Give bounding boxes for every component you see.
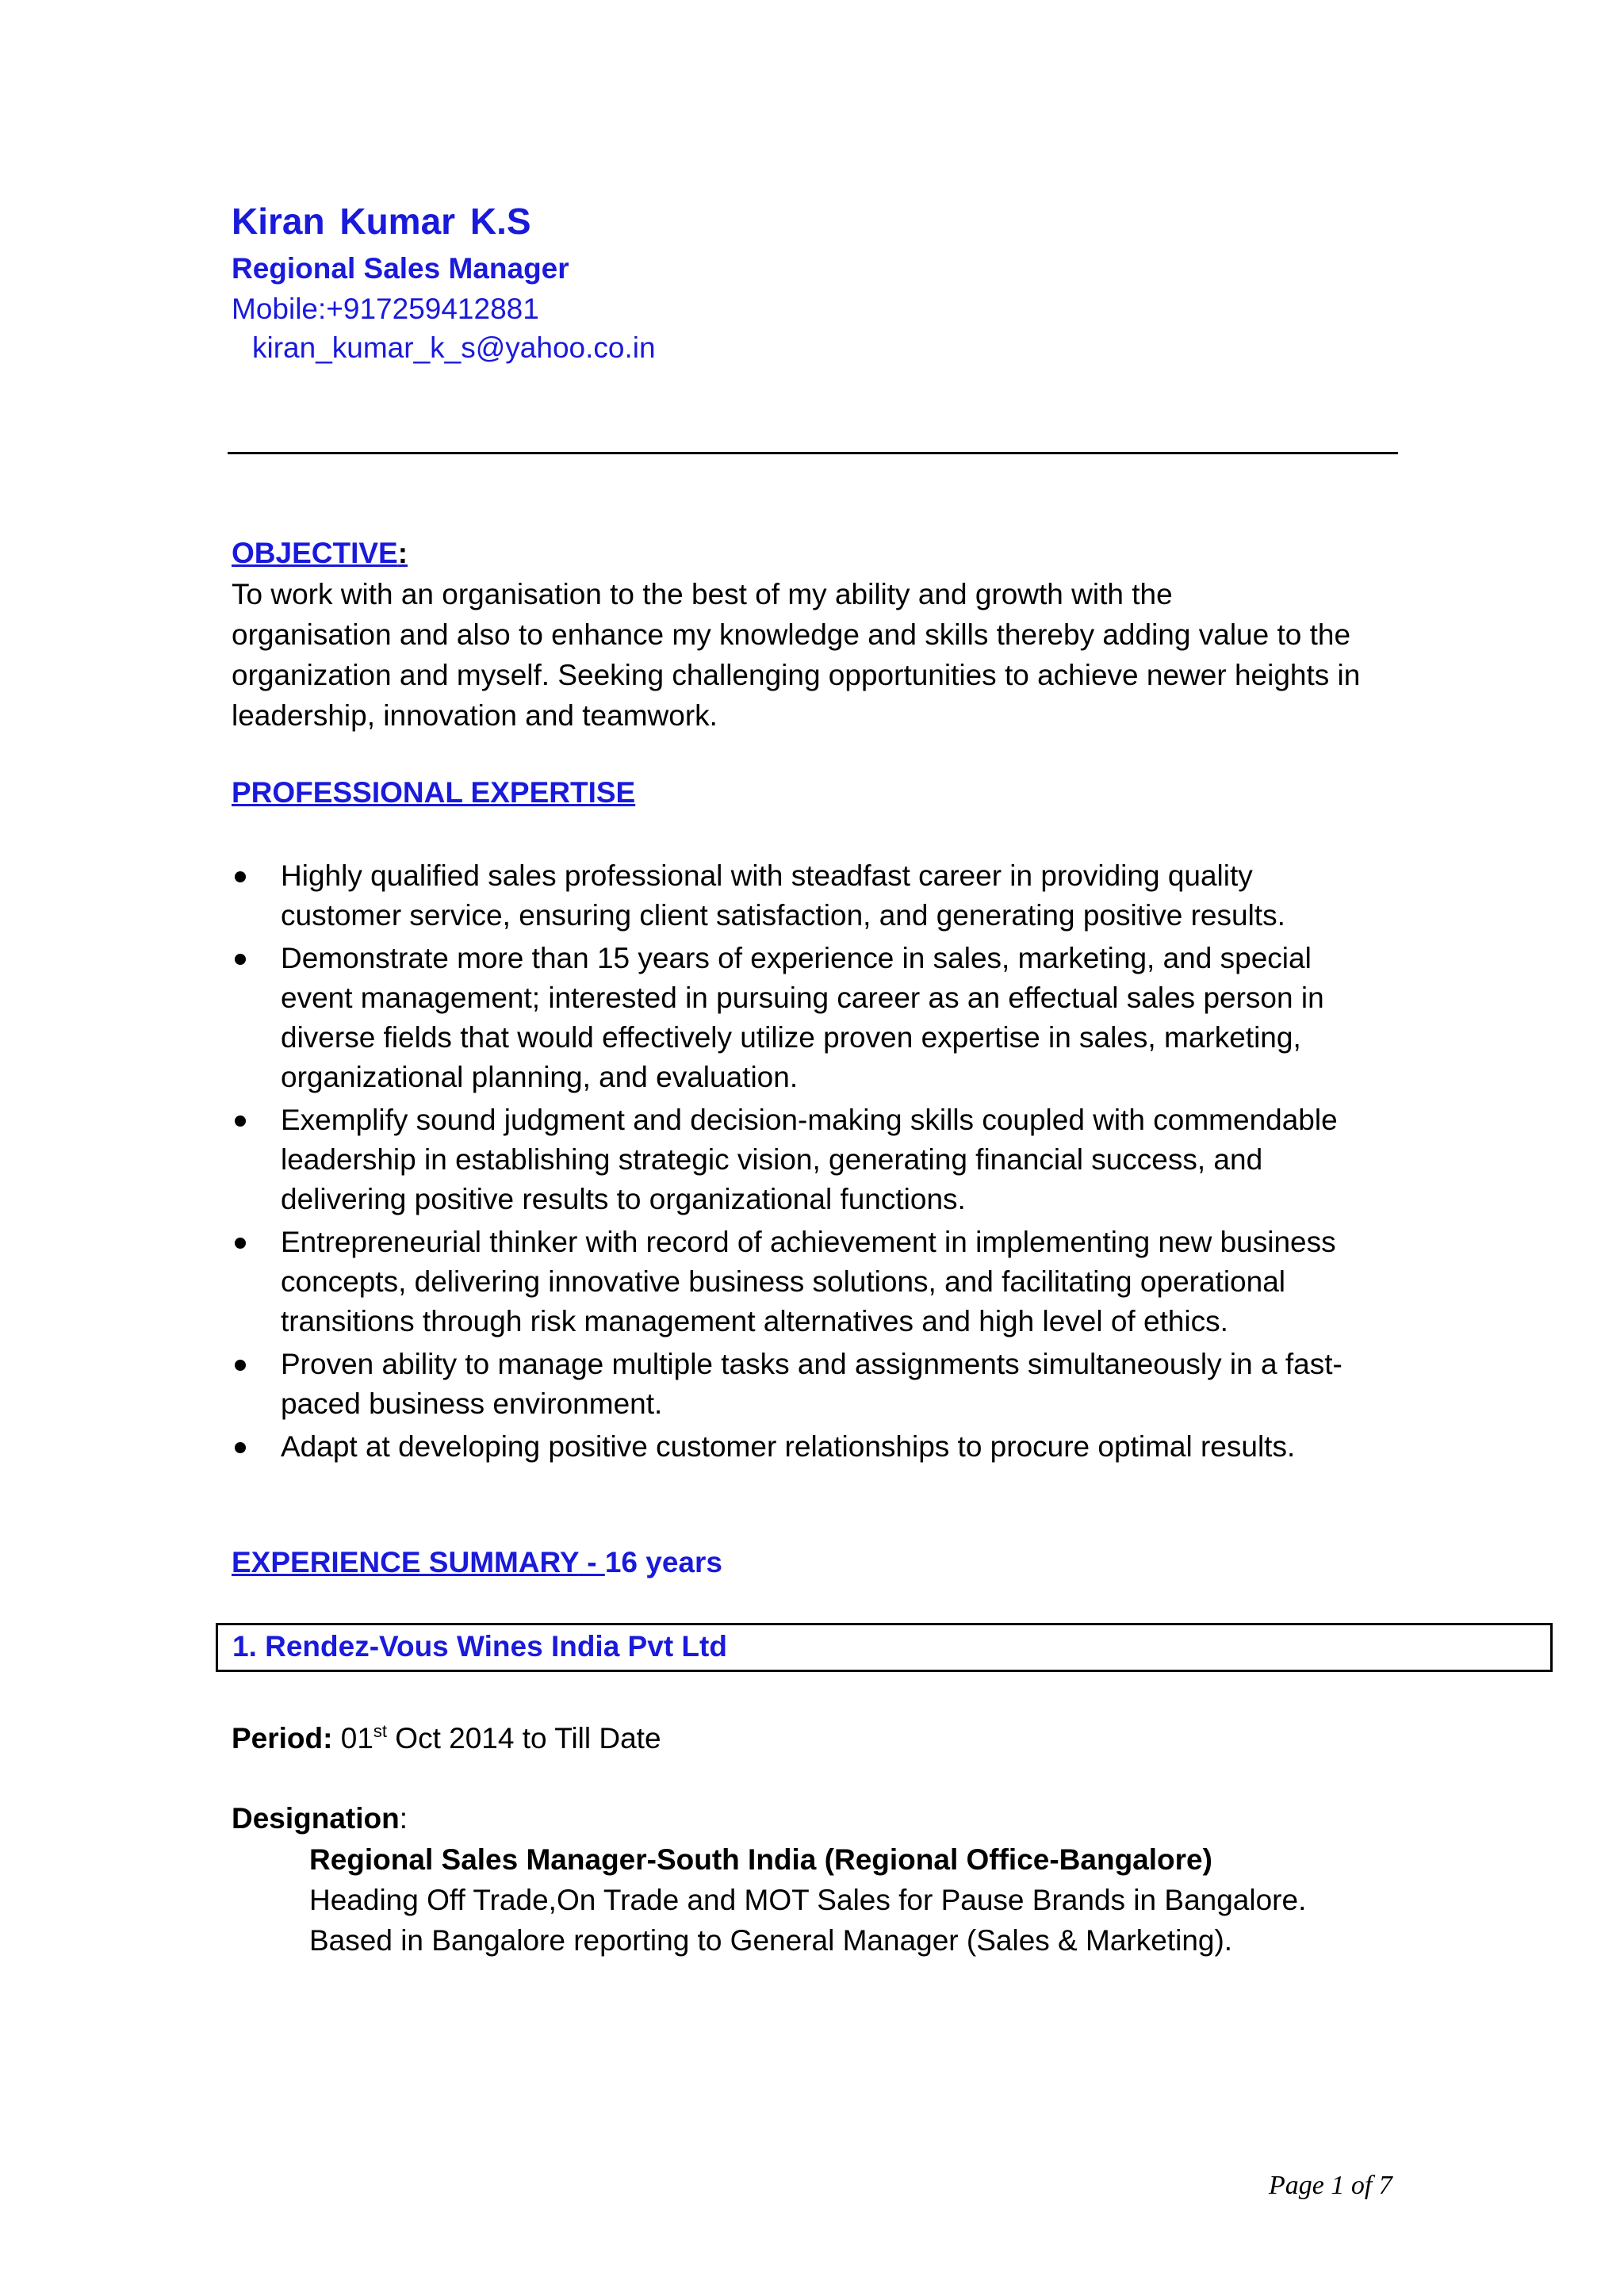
period-label: Period:: [232, 1722, 333, 1755]
objective-line: organization and myself. Seeking challenging opportunities to achieve newer heights in: [232, 659, 1361, 691]
list-item: Proven ability to manage multiple tasks and assignments simultaneously in a fast- paced business environment.: [232, 1345, 1405, 1424]
experience-dash: -: [578, 1546, 605, 1578]
page-number: Page 1 of 7: [1269, 2171, 1392, 2200]
objective-line: organisation and also to enhance my knowledge and skills thereby adding value to the: [232, 618, 1351, 651]
expertise-heading: PROFESSIONAL EXPERTISE: [232, 776, 636, 809]
objective-heading: OBJECTIVE:: [232, 537, 408, 569]
designation-title: Regional Sales Manager-South India (Regional Office-Bangalore): [309, 1843, 1212, 1876]
bullet-icon: [235, 1115, 246, 1127]
list-item: Highly qualified sales professional with steadfast career in providing quality customer service, ensuring client satisfaction, and generating positive results.: [232, 856, 1405, 936]
candidate-name: Kiran Kumar K.S: [232, 201, 531, 242]
mobile-number: Mobile:+917259412881: [232, 293, 539, 325]
job-title: Regional Sales Manager: [232, 252, 569, 285]
designation-line: Designation:: [232, 1802, 408, 1835]
objective-text: [232, 574, 1405, 736]
list-item: Adapt at developing positive customer relationships to procure optimal results.: [232, 1427, 1405, 1467]
company-box: [216, 1623, 1553, 1672]
company-name: 1. Rendez-Vous Wines India Pvt Ltd: [232, 1630, 727, 1663]
bullet-icon: [235, 871, 246, 882]
list-item: Demonstrate more than 15 years of experience in sales, marketing, and special event management; interested in pursuing career as an effectual sales person in diverse fields that would effectively utilize proven expertise in sales, marketing, organizational planning, and evaluation.: [232, 939, 1405, 1097]
designation-detail: Based in Bangalore reporting to General Manager (Sales & Marketing).: [309, 1924, 1233, 1957]
experience-heading: [232, 1546, 722, 1579]
bullet-icon: [235, 1360, 246, 1371]
period-line: Period: 01st Oct 2014 to Till Date: [232, 1721, 661, 1755]
list-item: Entrepreneurial thinker with record of achievement in implementing new business concepts, delivering innovative business solutions, and facilitating operational transitions through risk management alternatives and high level of ethics.: [232, 1223, 1405, 1341]
objective-line: To work with an organisation to the best of my ability and growth with the: [232, 578, 1173, 610]
experience-heading-label: EXPERIENCE SUMMARY: [232, 1546, 579, 1578]
email-address: kiran_kumar_k_s@yahoo.co.in: [252, 331, 656, 364]
designation-details: [309, 1839, 1306, 1961]
bullet-icon: [235, 954, 246, 965]
header-divider: [228, 452, 1398, 454]
objective-line: leadership, innovation and teamwork.: [232, 699, 718, 732]
list-item: Exemplify sound judgment and decision-making skills coupled with commendable leadership in establishing strategic vision, generating financial success, and delivering positive results to organizational functions.: [232, 1100, 1405, 1219]
expertise-list: [232, 856, 1405, 1470]
designation-label: Designation: [232, 1802, 400, 1835]
designation-detail: Heading Off Trade,On Trade and MOT Sales for Pause Brands in Bangalore.: [309, 1884, 1307, 1916]
bullet-icon: [235, 1238, 246, 1249]
experience-years: 16 years: [604, 1546, 722, 1578]
bullet-icon: [235, 1442, 246, 1453]
